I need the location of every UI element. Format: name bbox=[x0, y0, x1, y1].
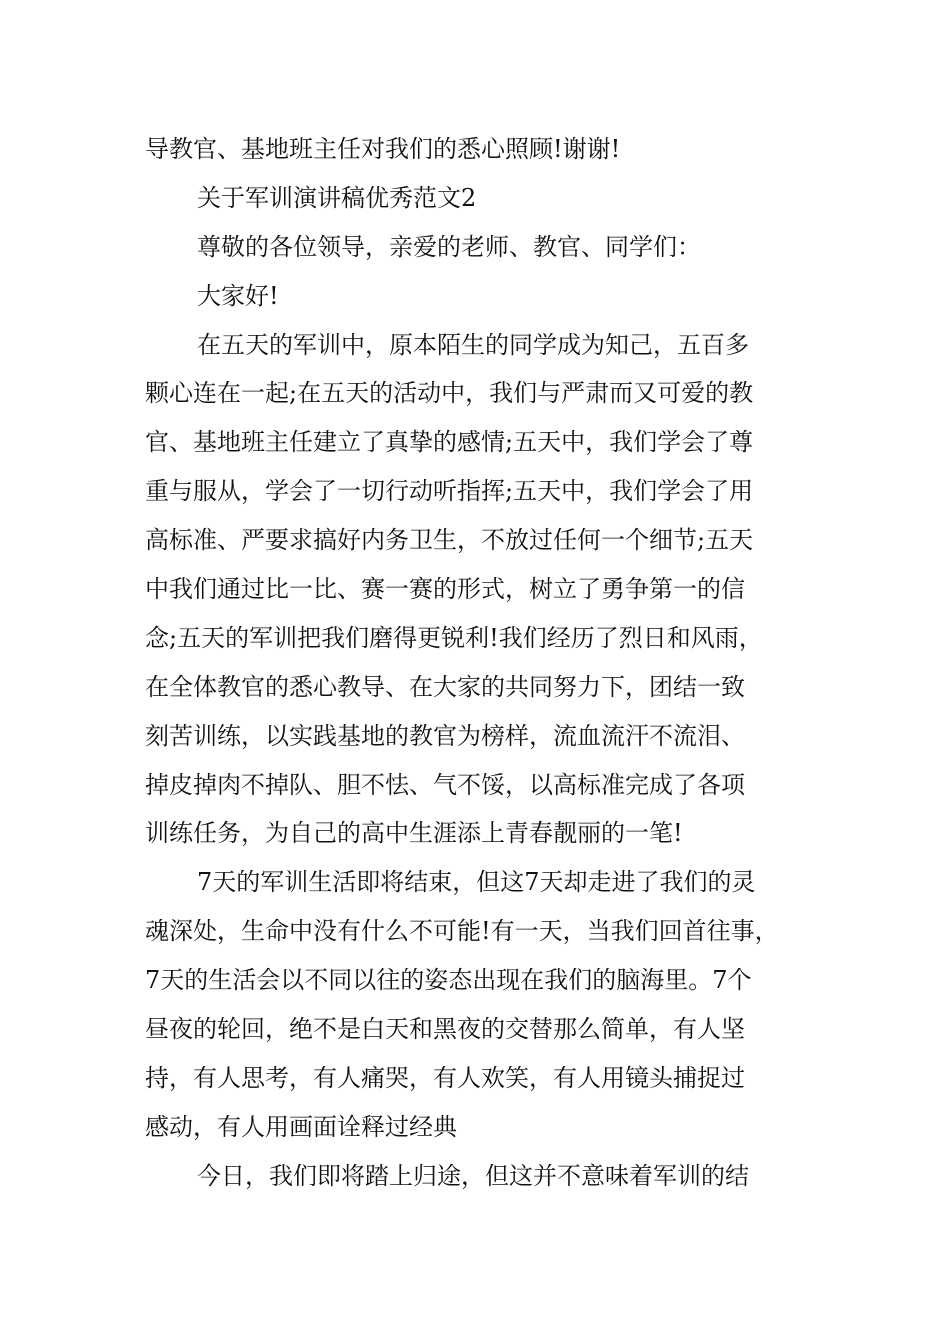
paragraph-line: 刻苦训练，以实践基地的教官为榜样，流血流汗不流泪、 bbox=[145, 721, 745, 750]
paragraph-line: 训练任务，为自己的高中生涯添上青春靓丽的一笔! bbox=[145, 819, 683, 848]
paragraph-line: 官、基地班主任建立了真挚的感情;五天中，我们学会了尊 bbox=[145, 428, 754, 457]
paragraph-line: 感动，有人用画面诠释过经典 bbox=[145, 1112, 457, 1141]
paragraph-line: 掉皮掉肉不掉队、胆不怯、气不馁，以高标准完成了各项 bbox=[145, 770, 745, 799]
paragraph-line: 在五天的军训中，原本陌生的同学成为知己，五百多 bbox=[197, 330, 749, 359]
paragraph-line: 昼夜的轮回，绝不是白天和黑夜的交替那么简单，有人坚 bbox=[145, 1015, 745, 1044]
paragraph-line: 中我们通过比一比、赛一赛的形式，树立了勇争第一的信 bbox=[145, 575, 745, 604]
text-line: 导教官、基地班主任对我们的悉心照顾!谢谢! bbox=[145, 135, 621, 163]
salutation: 尊敬的各位领导，亲爱的老师、教官、同学们： bbox=[197, 232, 701, 261]
paragraph-line: 重与服从，学会了一切行动听指挥;五天中，我们学会了用 bbox=[145, 477, 754, 506]
document-body bbox=[145, 125, 815, 1201]
paragraph-line: 颗心连在一起;在五天的活动中，我们与严肃而又可爱的教 bbox=[145, 379, 754, 408]
paragraph-line: 持，有人思考，有人痛哭，有人欢笑，有人用镜头捕捉过 bbox=[145, 1063, 745, 1092]
paragraph-line: 高标准、严要求搞好内务卫生，不放过任何一个细节;五天 bbox=[145, 526, 754, 555]
paragraph-line: 7天的军训生活即将结束，但这7天却走进了我们的灵 bbox=[197, 868, 756, 897]
paragraph-line: 魂深处，生命中没有什么不可能!有一天，当我们回首往事， bbox=[145, 917, 779, 946]
paragraph-line: 今日，我们即将踏上归途，但这并不意味着军训的结 bbox=[197, 1161, 749, 1190]
section-title: 关于军训演讲稿优秀范文2 bbox=[197, 183, 477, 212]
paragraph-line: 念;五天的军训把我们磨得更锐利!我们经历了烈日和风雨， bbox=[145, 623, 763, 652]
paragraph-line: 7天的生活会以不同以往的姿态出现在我们的脑海里。7个 bbox=[145, 966, 752, 995]
paragraph-line: 在全体教官的悉心教导、在大家的共同努力下，团结一致 bbox=[145, 672, 745, 701]
greeting: 大家好! bbox=[197, 281, 279, 310]
